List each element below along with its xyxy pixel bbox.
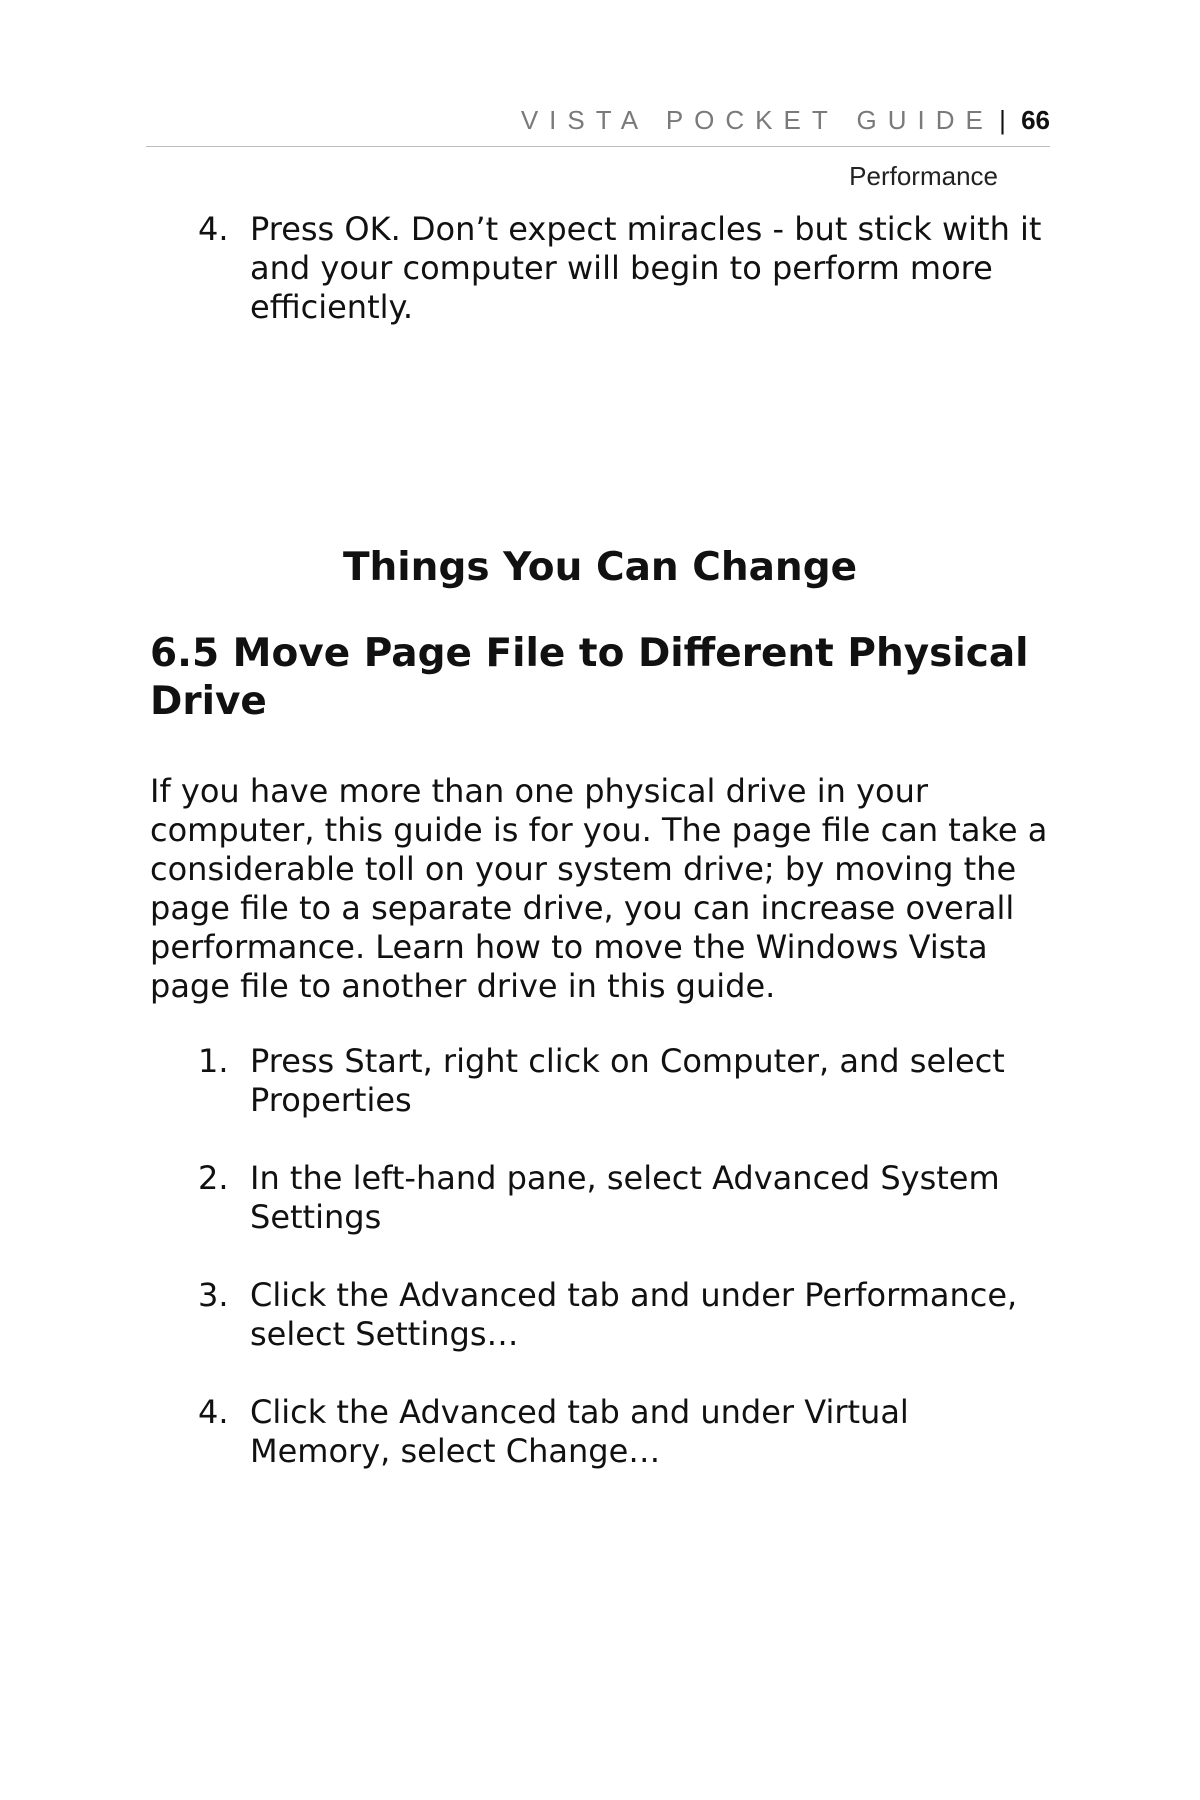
list-item-number: 1.: [198, 1042, 229, 1080]
list-item-number: 2.: [198, 1159, 229, 1197]
header-line: [521, 104, 1050, 136]
guide-title: VISTA POCKET GUIDE: [520, 105, 994, 135]
list-item: [198, 1393, 1048, 1471]
list-item-number: 4.: [198, 1393, 229, 1431]
list-item: [198, 1159, 1048, 1237]
list-item-number: 4.: [198, 210, 229, 248]
list-item: [198, 210, 1048, 327]
list-item-number: 3.: [198, 1276, 229, 1314]
list-item-text: Click the Advanced tab and under Virtual Memory, select Change…: [250, 1393, 909, 1470]
list-item-text: In the left-hand pane, select Advanced System Settings: [250, 1159, 1000, 1236]
continued-list: [198, 210, 1048, 327]
list-item: [198, 1276, 1048, 1354]
list-item-text: Press Start, right click on Computer, and select Properties: [250, 1042, 1005, 1119]
page-number: 66: [1021, 105, 1050, 135]
section-heading: 6.5 Move Page File to Different Physical Drive: [150, 631, 1029, 724]
body-paragraph: If you have more than one physical drive in your computer, this guide is for you. The page file can take a considerable toll on your system drive; by moving the page file to a separate drive, you can increase overall performance. Learn how to move the Windows Vista page file to another drive in this guide.: [150, 772, 1048, 1005]
header-separator: |: [999, 105, 1006, 135]
list-item: [198, 1042, 1048, 1120]
steps-list: [198, 1042, 1048, 1471]
list-item-text: Press OK. Don’t expect miracles - but stick with it and your computer will begin to perform more efficiently.: [250, 210, 1042, 326]
page-header: [146, 100, 1050, 147]
subhead: Things You Can Change: [342, 545, 858, 590]
list-item-text: Click the Advanced tab and under Performance, select Settings…: [250, 1276, 1018, 1353]
section-label: Performance: [849, 161, 998, 191]
